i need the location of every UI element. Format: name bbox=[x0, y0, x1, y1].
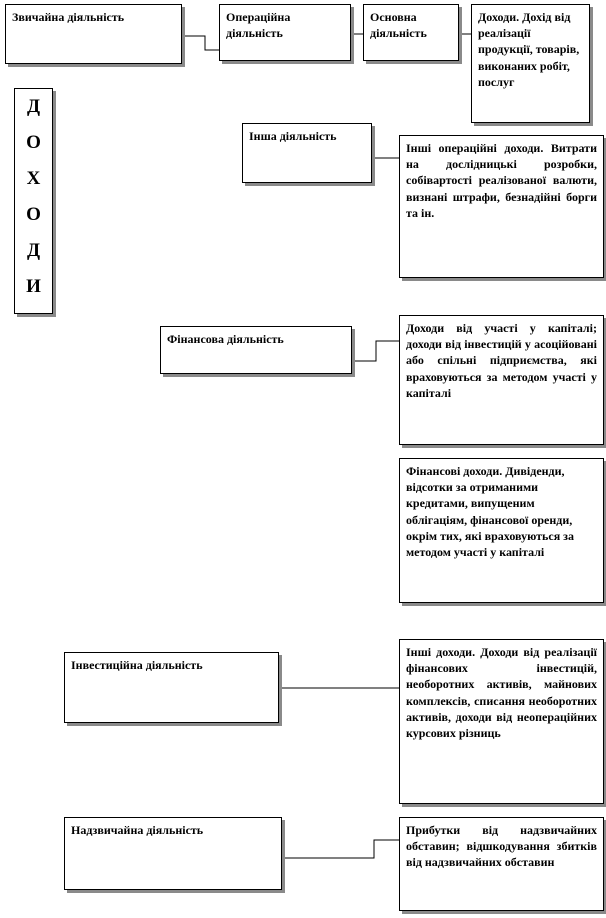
income-vertical-label bbox=[14, 88, 53, 314]
box-extraordinary-activity bbox=[64, 817, 282, 890]
connector-financial-activity bbox=[352, 341, 399, 361]
box-other-operating-income bbox=[399, 135, 604, 278]
box-label: Доходи від участі у капіталі; доходи від інвестицій у асоційовані або спільні підприємства, які враховуються за методом участі у капіталі bbox=[406, 321, 597, 400]
box-investment-activity bbox=[64, 652, 279, 723]
box-label: Основна діяльність bbox=[370, 10, 427, 41]
vertical-letter: И bbox=[26, 276, 41, 297]
box-financial-activity bbox=[160, 326, 352, 374]
box-label: Інші доходи. Доходи від реалізації фінансових інвестицій, необоротних активів, майнових комплексів, списання необоротних активів, доходи від неопераційних курсових різниць bbox=[406, 645, 597, 740]
box-label: Фінансові доходи. Дивіденди, відсотки за отриманими кредитами, випущеним облігаціям, фінансової оренди, окрім тих, які враховуються за методом участі у капіталі bbox=[406, 464, 575, 559]
box-label: Інвестиційна діяльність bbox=[71, 658, 203, 672]
connector-other-activity bbox=[372, 140, 400, 158]
box-ordinary-activity bbox=[5, 4, 182, 64]
box-label: Надзвичайна діяльність bbox=[71, 823, 204, 837]
box-operating-activity bbox=[219, 4, 351, 61]
box-other-income bbox=[399, 639, 604, 804]
vertical-letter: Д bbox=[26, 240, 41, 261]
box-label: Інші операційні доходи. Витрати на дослідницькі розробки, собівартості реалізованої валюти, визнані штрафи, безнадійні борги та ін. bbox=[406, 141, 597, 220]
box-label: Інша діяльність bbox=[249, 129, 337, 143]
box-label: Операційна діяльність bbox=[226, 10, 291, 41]
box-label: Прибутки від надзвичайних обставин; відшкодування збитків від надзвичайних обставин bbox=[406, 823, 597, 870]
box-label: Доходи. Дохід від реалізації продукції, товарів, виконаних робіт, послуг bbox=[478, 10, 580, 89]
connector-extraordinary-activity bbox=[282, 840, 399, 858]
vertical-letter: Д bbox=[26, 96, 41, 117]
box-main-activity bbox=[363, 4, 459, 61]
box-income-participation bbox=[399, 315, 604, 445]
box-revenue bbox=[471, 4, 590, 123]
box-label: Фінансова діяльність bbox=[167, 332, 284, 346]
vertical-letter: О bbox=[26, 132, 41, 153]
box-label: Звичайна діяльність bbox=[12, 10, 125, 24]
connector-ordinary-operating bbox=[182, 36, 219, 50]
box-extraordinary-profit bbox=[399, 817, 604, 911]
vertical-letter: О bbox=[26, 204, 41, 225]
vertical-letter: Х bbox=[26, 168, 41, 189]
box-financial-income bbox=[399, 458, 604, 603]
box-other-activity bbox=[242, 123, 372, 183]
